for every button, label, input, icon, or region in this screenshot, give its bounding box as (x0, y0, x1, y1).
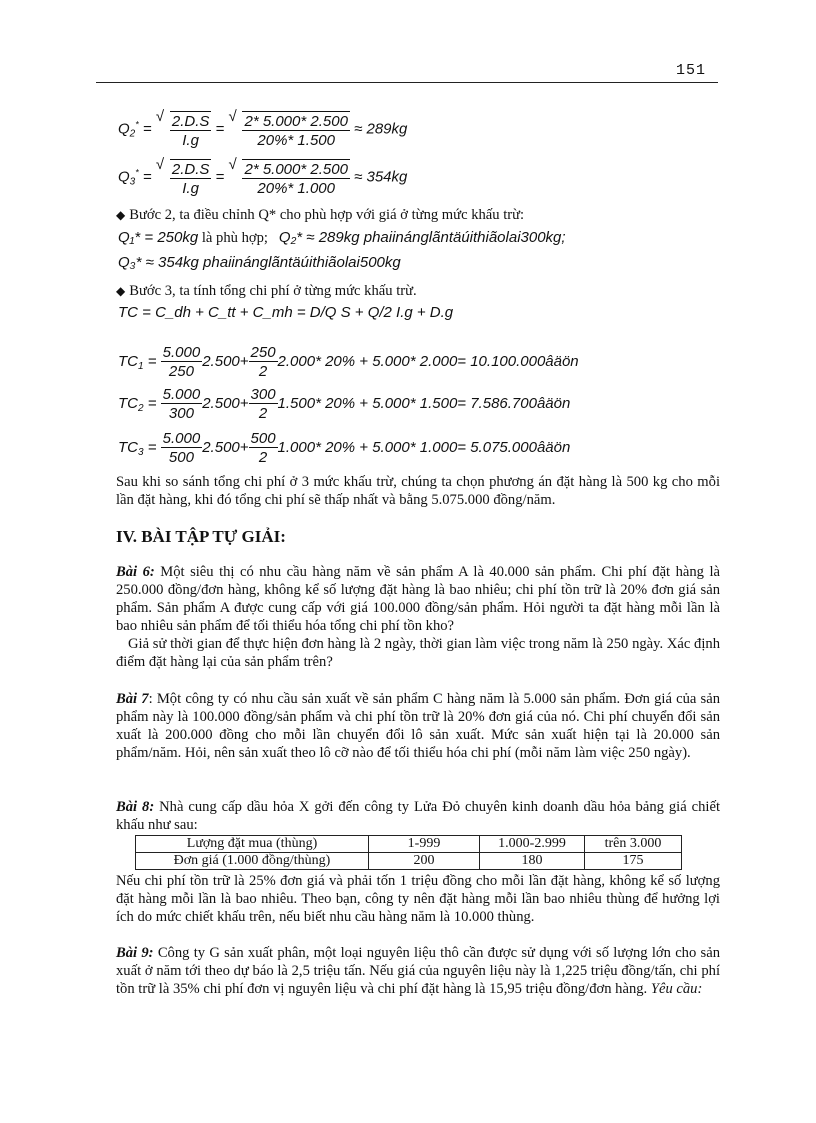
formula-q3: $Q_3^*$ = √ $\frac{2.D.S}{I.g}$ = √ $\frac{2* 5.000* 2.500}{20\%* 1.000}$ ≈ 354kg (118, 156, 408, 197)
table-cell: 200 (369, 853, 480, 870)
table-row (136, 836, 682, 853)
formula-tc-general: TC = C_dh + C_tt + C_mh = D/Q S + Q/2 I.g + D.g (118, 304, 454, 321)
table-row (136, 853, 682, 870)
formula-q2: $Q_2^*$ = √ $\frac{2.D.S}{I.g}$ = √ $\frac{2* 5.000* 2.500}{20\%* 1.500}$ ≈ 289kg (118, 108, 408, 149)
exercise-8-label: Bài 8: (116, 799, 155, 815)
discount-table (135, 835, 682, 870)
exercise-7-label: Bài 7 (116, 691, 149, 707)
exercise-8-part2: Nếu chi phí tồn trữ là 25% đơn giá và phải tốn 1 triệu đồng cho mỗi lần đặt hàng, không kể số lượng đặt hàng mỗi lần là bao nhiêu. Theo bạn, công ty nên đặt hàng mỗi lần bao nhiêu thùng để hưởng lợi ích do mức chiết khấu trên, nếu biết nhu cầu hàng năm là 10.000 thùng. (116, 873, 720, 925)
exercise-9-request: Yêu cầu: (650, 981, 703, 997)
page-number: 151 (676, 62, 707, 79)
section-heading: IV. BÀI TẬP TỰ GIẢI: (116, 527, 286, 546)
exercise-7: Bài 7: Một công ty có nhu cầu sản xuất về sản phẩm C hàng năm là 5.000 sản phẩm. Đơn giá của sản phẩm này là 100.000 đồng/sản phẩm và chi phí tồn trữ là 20% đơn giá của nó. Chi phí chuyển đổi sản xuất là 200.000 đồng cho mỗi lần chuyển đổi lô sản xuất. Mức sản xuất hiện tại là 20.000 sản phẩm/năm. Hỏi, nên sản xuất theo lô cỡ nào để tối thiểu hóa chi phí (mỗi năm làm việc 250 ngày). (116, 691, 721, 761)
exercise-6-part2: Giả sử thời gian để thực hiện đơn hàng là 2 ngày, thời gian làm việc trong năm là 250 ngày. Xác định điểm đặt hàng lại của sản phẩm trên? (116, 636, 720, 670)
header-rule (96, 82, 718, 83)
formula-tc2: $TC_2$ = $\frac{5.000}{300}$ 2.500+ $\frac{300}{2}$ 1.500* 20% + 5.000* 1.500= 7.586.700âäön (118, 386, 571, 422)
exercise-6: Bài 6: Một siêu thị có nhu cầu hàng năm về sản phẩm A là 40.000 sản phẩm. Chi phí đặt hàng là 250.000 đồng/đơn hàng, không kể số lượng đặt hàng là bao nhiêu; chi phí tồn trữ là 20% đơn giá sản phẩm. Sản phẩm A được cung cấp với giá 100.000 đồng/sản phẩm. Hỏi người ta đặt hàng mỗi lần là bao nhiêu sản phẩm để tối thiểu hóa tổng chi phí tồn kho? (116, 564, 720, 634)
table-cell: trên 3.000 (585, 836, 682, 853)
step2-q3: Q₃* ≈ 354kg phaiinánglãntäúithiãolai500kg (118, 254, 401, 271)
table-cell: Lượng đặt mua (thùng) (136, 836, 369, 853)
step2-text: ◆ Bước 2, ta điều chỉnh Q* cho phù hợp với giá ở từng mức khấu trừ: (116, 207, 525, 223)
exercise-6-label: Bài 6: (116, 564, 155, 580)
diamond-bullet-icon: ◆ (116, 284, 126, 298)
step2-q1q2: Q₁* = 250kg là phù hợp; Q₂* ≈ 289kg phaiinánglãntäúithiãolai300kg; (118, 229, 566, 246)
formula-tc3: $TC_3$ = $\frac{5.000}{500}$ 2.500+ $\frac{500}{2}$ 1.000* 20% + 5.000* 1.000= 5.075.000âäön (118, 430, 571, 466)
table-cell: 1.000-2.999 (480, 836, 585, 853)
exercise-8: Bài 8: Nhà cung cấp dầu hỏa X gởi đến công ty Lửa Đỏ chuyên kinh doanh dầu hỏa bảng giá chiết khấu như sau: (116, 799, 720, 833)
exercise-9-label: Bài 9: (116, 945, 154, 961)
table-cell: 180 (480, 853, 585, 870)
step3-text: ◆ Bước 3, ta tính tổng chi phí ở từng mức khấu trừ. (116, 283, 417, 299)
exercise-9: Bài 9: Công ty G sản xuất phân, một loại nguyên liệu thô cần được sử dụng với số lượng lớn cho sản xuất ở năm tới theo dự báo là 2,5 triệu tấn. Nếu giá của nguyên liệu này là 1,225 triệu đồng/tấn, chi phí tồn trữ là 35% chi phí đơn vị nguyên liệu và chi phí đặt hàng là 15,95 triệu đồng/đơn hàng. Yêu cầu: (116, 945, 721, 997)
formula-tc1: $TC_1$ = $\frac{5.000}{250}$ 2.500+ $\frac{250}{2}$ 2.000* 20% + 5.000* 2.000= 10.100.000âäön (118, 344, 579, 380)
table-cell: 175 (585, 853, 682, 870)
table-cell: 1-999 (369, 836, 480, 853)
diamond-bullet-icon: ◆ (116, 208, 126, 222)
table-cell: Đơn giá (1.000 đồng/thùng) (136, 853, 369, 870)
conclusion-paragraph: Sau khi so sánh tổng chi phí ở 3 mức khấu trừ, chúng ta chọn phương án đặt hàng là 500 kg cho mỗi lần đặt hàng, khi đó tổng chi phí sẽ thấp nhất và bằng 5.075.000 đồng/năm. (116, 474, 720, 508)
